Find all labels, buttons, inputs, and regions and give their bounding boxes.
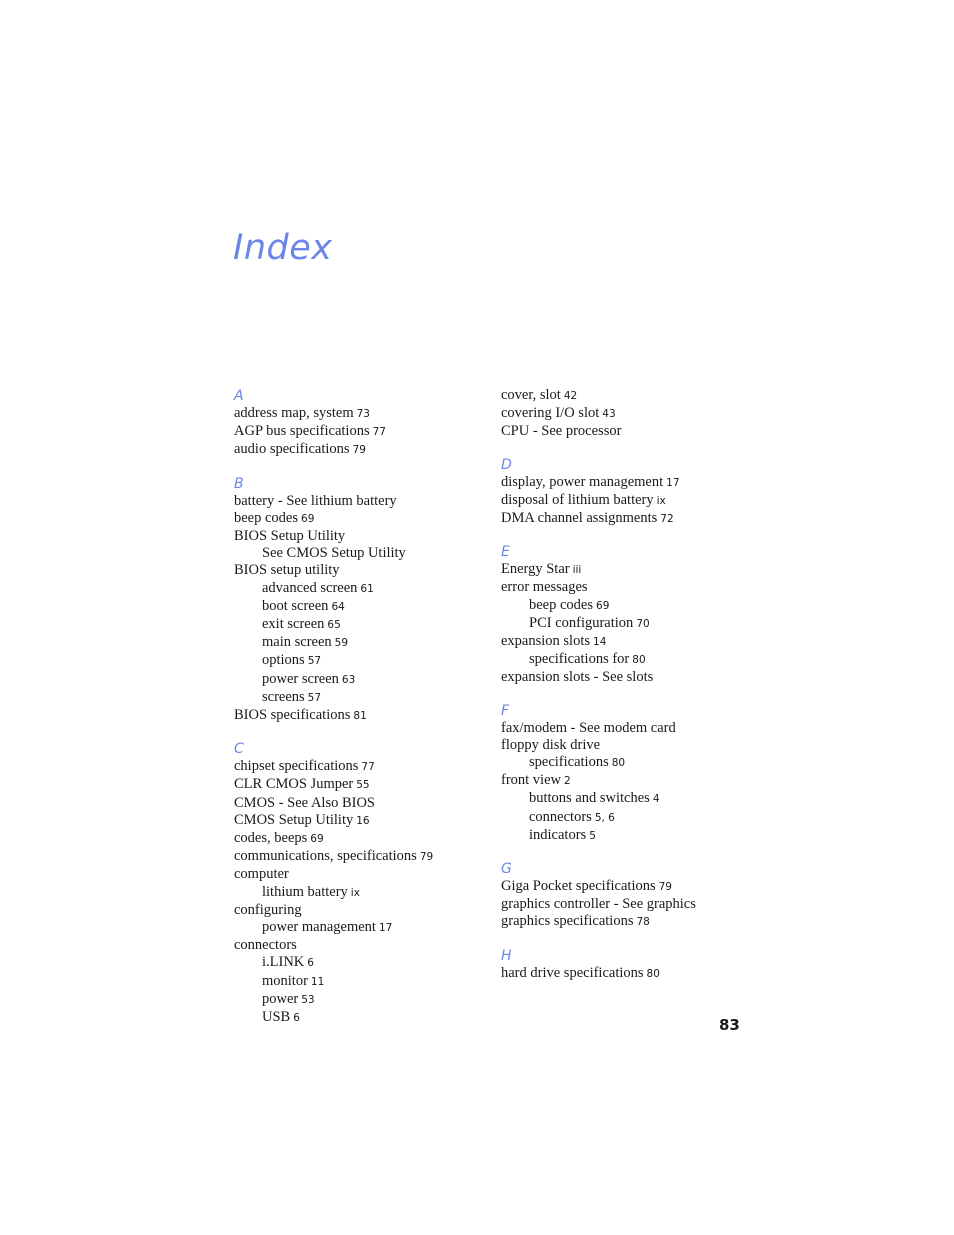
entry-page-ref[interactable]: 61 bbox=[360, 582, 374, 595]
index-entry bbox=[501, 405, 761, 423]
entry-page-ref[interactable]: 81 bbox=[353, 710, 367, 723]
index-entry bbox=[501, 510, 761, 528]
index-entry bbox=[234, 562, 484, 579]
section-letter-f: F bbox=[501, 702, 510, 719]
index-subentry bbox=[234, 545, 484, 562]
entry-page-ref[interactable]: 5, 6 bbox=[594, 811, 615, 824]
entry-page-ref[interactable]: 43 bbox=[602, 408, 616, 421]
entry-term: configuring bbox=[234, 901, 302, 918]
entry-term: disposal of lithium battery bbox=[501, 491, 654, 508]
index-entry bbox=[234, 493, 484, 510]
index-subentry bbox=[234, 580, 484, 598]
section-letter-c: C bbox=[234, 741, 244, 758]
section-spacer bbox=[501, 932, 761, 947]
entry-page-ref[interactable]: 79 bbox=[658, 881, 672, 894]
entry-page-ref[interactable]: ix bbox=[350, 886, 360, 899]
index-subentry bbox=[234, 919, 484, 937]
section-letter-a: A bbox=[234, 388, 244, 404]
index-subentry bbox=[234, 689, 484, 707]
entry-term: advanced screen bbox=[262, 579, 358, 596]
section-letter-b: B bbox=[234, 475, 244, 492]
entry-page-ref[interactable]: 57 bbox=[307, 691, 322, 704]
section-spacer bbox=[501, 687, 761, 702]
index-entry bbox=[501, 965, 761, 983]
entry-term: floppy disk drive bbox=[501, 736, 601, 753]
index-entry bbox=[501, 878, 761, 896]
entry-term: screens bbox=[262, 688, 305, 705]
section-spacer bbox=[234, 725, 484, 740]
entry-page-ref[interactable]: 2 bbox=[564, 775, 571, 788]
entry-page-ref[interactable]: 70 bbox=[636, 617, 650, 630]
index-entry bbox=[234, 812, 484, 830]
entry-term: graphics specifications bbox=[501, 913, 634, 930]
index-subentry bbox=[234, 884, 484, 902]
entry-term: fax/modem - See modem card bbox=[501, 719, 676, 736]
entry-term: expansion slots - See slots bbox=[501, 669, 654, 686]
entry-page-ref[interactable]: 73 bbox=[356, 408, 370, 420]
index-subentry bbox=[234, 598, 484, 616]
entry-term: specifications bbox=[529, 754, 609, 771]
entry-page-ref[interactable]: 55 bbox=[356, 779, 370, 792]
entry-term: i.LINK bbox=[262, 954, 305, 971]
entry-term: options bbox=[262, 652, 305, 669]
entry-page-ref[interactable]: 79 bbox=[419, 851, 434, 864]
index-entry bbox=[234, 830, 484, 848]
entry-term: CMOS Setup Utility bbox=[234, 811, 354, 828]
entry-term: BIOS specifications bbox=[234, 707, 351, 724]
index-entry bbox=[501, 387, 761, 405]
entry-term: buttons and switches bbox=[529, 790, 650, 807]
index-entry bbox=[234, 866, 484, 883]
entry-page-ref[interactable]: iii bbox=[572, 564, 582, 577]
entry-page-ref[interactable]: 6 bbox=[293, 1012, 300, 1025]
entry-term: address map, system bbox=[234, 405, 354, 421]
entry-term: boot screen bbox=[262, 597, 329, 614]
index-entry bbox=[501, 737, 761, 754]
index-entry bbox=[501, 492, 761, 510]
index-entry bbox=[501, 474, 761, 492]
index-column-right bbox=[501, 387, 761, 983]
entry-term: communications, specifications bbox=[234, 848, 417, 865]
index-entry bbox=[234, 423, 484, 441]
entry-page-ref[interactable]: 5 bbox=[589, 829, 596, 842]
entry-term: See CMOS Setup Utility bbox=[262, 545, 406, 562]
entry-page-ref[interactable]: 6 bbox=[307, 957, 314, 970]
entry-page-ref[interactable]: 69 bbox=[310, 833, 324, 846]
index-entry bbox=[234, 848, 484, 866]
index-subentry bbox=[234, 652, 484, 670]
section-letter-h: H bbox=[501, 947, 512, 964]
index-entry bbox=[501, 561, 761, 579]
page-number: 83 bbox=[719, 1016, 740, 1034]
entry-term: DMA channel assignments bbox=[501, 510, 658, 527]
index-entry bbox=[234, 795, 484, 812]
entry-page-ref[interactable]: 63 bbox=[341, 673, 356, 686]
entry-page-ref[interactable]: 78 bbox=[636, 916, 650, 929]
index-entry bbox=[501, 423, 761, 440]
entry-term: monitor bbox=[262, 972, 308, 989]
entry-term: connectors bbox=[529, 808, 592, 825]
section-spacer bbox=[501, 441, 761, 456]
entry-page-ref[interactable]: 77 bbox=[361, 761, 375, 774]
entry-term: graphics controller - See graphics bbox=[501, 896, 696, 913]
entry-term: Giga Pocket specifications bbox=[501, 878, 656, 895]
index-entry bbox=[234, 937, 484, 954]
section-spacer bbox=[234, 460, 484, 475]
entry-term: BIOS Setup Utility bbox=[234, 528, 346, 545]
entry-term: display, power management bbox=[501, 473, 664, 490]
index-subentry bbox=[234, 634, 484, 652]
entry-term: beep codes bbox=[234, 509, 299, 526]
entry-page-ref[interactable]: 16 bbox=[356, 814, 370, 827]
entry-page-ref[interactable]: 57 bbox=[307, 655, 322, 668]
index-entry bbox=[501, 633, 761, 651]
entry-page-ref[interactable]: 53 bbox=[301, 993, 315, 1006]
section-spacer bbox=[501, 528, 761, 543]
entry-term: CLR CMOS Jumper bbox=[234, 776, 354, 793]
entry-page-ref[interactable]: 11 bbox=[310, 975, 325, 988]
entry-term: cover, slot bbox=[501, 387, 561, 403]
entry-page-ref[interactable]: 69 bbox=[596, 599, 610, 612]
index-subentry bbox=[234, 991, 484, 1009]
index-subentry bbox=[501, 597, 761, 615]
entry-term: CPU - See processor bbox=[501, 423, 622, 440]
entry-term: chipset specifications bbox=[234, 758, 359, 775]
index-entry bbox=[234, 758, 484, 776]
entry-page-ref[interactable]: 4 bbox=[652, 793, 660, 806]
index-entry bbox=[501, 913, 761, 931]
entry-term: covering I/O slot bbox=[501, 405, 600, 422]
entry-term: Energy Star bbox=[501, 561, 570, 578]
entry-page-ref[interactable]: 17 bbox=[378, 922, 393, 935]
entry-page-ref[interactable]: 80 bbox=[611, 757, 626, 770]
section-spacer bbox=[501, 845, 761, 860]
entry-term: lithium battery bbox=[262, 883, 348, 900]
entry-term: connectors bbox=[234, 937, 297, 954]
entry-term: PCI configuration bbox=[529, 614, 634, 631]
index-entry bbox=[234, 902, 484, 919]
entry-page-ref[interactable]: 17 bbox=[666, 476, 680, 489]
entry-term: error messages bbox=[501, 579, 588, 596]
entry-term: specifications for bbox=[529, 651, 630, 668]
index-entry bbox=[234, 405, 484, 423]
entry-page-ref[interactable]: ix bbox=[656, 494, 666, 507]
entry-term: hard drive specifications bbox=[501, 964, 644, 981]
index-subentry bbox=[501, 827, 761, 845]
entry-term: power screen bbox=[262, 670, 339, 687]
entry-term: AGP bus specifications bbox=[234, 423, 370, 440]
section-letter-e: E bbox=[501, 544, 510, 561]
index-subentry bbox=[234, 671, 484, 689]
index-subentry bbox=[234, 954, 484, 972]
entry-term: BIOS setup utility bbox=[234, 562, 340, 579]
entry-term: front view bbox=[501, 772, 561, 789]
index-entry bbox=[501, 896, 761, 913]
index-subentry bbox=[501, 754, 761, 772]
entry-term: exit screen bbox=[262, 616, 325, 633]
entry-term: power management bbox=[262, 919, 376, 936]
index-entry bbox=[501, 772, 761, 790]
entry-term: indicators bbox=[529, 826, 587, 843]
entry-term: codes, beeps bbox=[234, 830, 308, 847]
entry-page-ref[interactable]: 72 bbox=[660, 513, 674, 526]
entry-term: power bbox=[262, 990, 299, 1007]
index-entry bbox=[234, 707, 484, 725]
index-subentry bbox=[501, 809, 761, 827]
entry-page-ref[interactable]: 79 bbox=[352, 444, 366, 457]
entry-page-ref[interactable]: 80 bbox=[646, 967, 660, 980]
entry-page-ref[interactable]: 64 bbox=[331, 600, 345, 613]
index-subentry bbox=[501, 651, 761, 669]
section-letter-g: G bbox=[501, 861, 512, 878]
entry-term: expansion slots bbox=[501, 633, 591, 650]
index-entry bbox=[234, 776, 484, 794]
section-letter-d: D bbox=[501, 456, 512, 473]
index-subentry bbox=[234, 616, 484, 634]
entry-page-ref[interactable]: 77 bbox=[372, 426, 386, 439]
entry-page-ref[interactable]: 65 bbox=[327, 619, 341, 632]
entry-page-ref[interactable]: 80 bbox=[632, 654, 646, 667]
index-subentry bbox=[234, 973, 484, 991]
index-entry bbox=[234, 441, 484, 459]
entry-term: CMOS - See Also BIOS bbox=[234, 794, 375, 811]
index-entry bbox=[234, 528, 484, 545]
entry-page-ref[interactable]: 59 bbox=[334, 637, 349, 650]
entry-term: main screen bbox=[262, 634, 332, 651]
entry-term: computer bbox=[234, 866, 289, 883]
index-entry bbox=[501, 669, 761, 686]
entry-term: USB bbox=[262, 1009, 291, 1026]
entry-term: audio specifications bbox=[234, 441, 350, 458]
index-entry bbox=[501, 579, 761, 596]
entry-page-ref[interactable]: 14 bbox=[593, 636, 607, 649]
page-title: Index bbox=[233, 228, 333, 268]
index-entry bbox=[501, 720, 761, 737]
index-entry bbox=[234, 510, 484, 528]
index-subentry bbox=[234, 1009, 484, 1027]
entry-page-ref[interactable]: 42 bbox=[563, 390, 578, 402]
index-column-left bbox=[234, 387, 484, 1027]
entry-page-ref[interactable]: 69 bbox=[301, 512, 315, 525]
index-subentry bbox=[501, 790, 761, 808]
entry-term: battery - See lithium battery bbox=[234, 492, 397, 509]
index-subentry bbox=[501, 615, 761, 633]
entry-term: beep codes bbox=[529, 596, 594, 613]
